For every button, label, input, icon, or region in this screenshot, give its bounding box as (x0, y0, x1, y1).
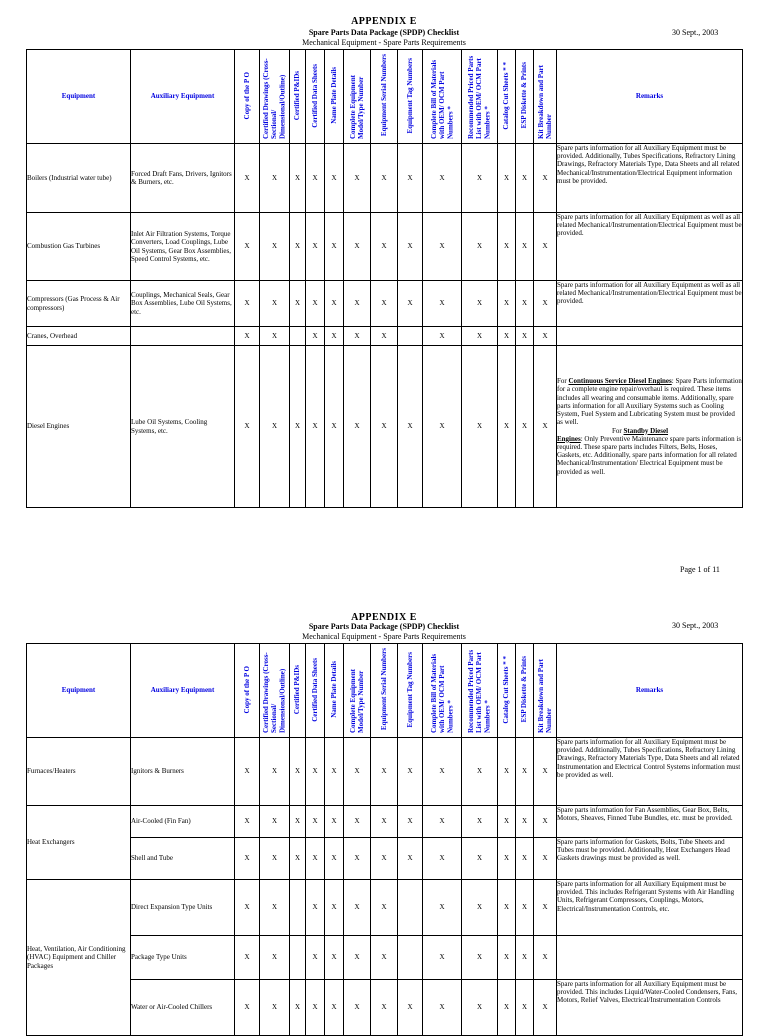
header-check (325, 50, 344, 144)
header-check (462, 50, 498, 144)
table-row (27, 936, 743, 980)
check-mark: X (462, 144, 498, 213)
check-mark: X (398, 838, 423, 880)
check-mark: X (344, 346, 371, 508)
check-mark: X (235, 281, 260, 327)
check-mark: X (371, 936, 398, 980)
check-mark: X (344, 281, 371, 327)
equipment-cell: Heat Exchangers (27, 806, 131, 880)
check-mark: X (516, 738, 534, 806)
check-mark: X (371, 806, 398, 838)
header-check (534, 50, 557, 144)
check-mark: X (235, 980, 260, 1036)
check-mark: X (325, 936, 344, 980)
auxiliary-cell: Package Type Units (131, 936, 235, 980)
check-mark: X (498, 346, 516, 508)
check-mark: X (534, 738, 557, 806)
header-check (398, 50, 423, 144)
check-mark: X (534, 980, 557, 1036)
remark-prefix: For (557, 377, 569, 386)
header-check-label: Copy of the P O (242, 71, 251, 120)
remarks-cell (557, 936, 743, 980)
check-mark: X (325, 880, 344, 936)
header-check-label: Equipment Serial Numbers (379, 648, 388, 731)
check-mark: X (325, 213, 344, 281)
header-check (260, 644, 290, 738)
check-mark: X (398, 144, 423, 213)
check-mark: X (260, 213, 290, 281)
header-check-label: Certified Drawings (Cross-Sectional/ Dimensional/Outline) (262, 58, 287, 140)
header-equipment: Equipment (27, 50, 131, 144)
check-mark: X (306, 213, 325, 281)
equipment-cell: Heat, Ventilation, Air Conditioning (HVAC) Equipment and Chiller Packages (27, 880, 131, 1036)
table-row (27, 213, 743, 281)
check-mark: X (260, 806, 290, 838)
header-check-label: ESP Diskette & Prints (520, 62, 529, 129)
remark-text: : Only Preventive Maintenance spare parts information is required. These spare parts includes Filters, Belts, Hoses, Gaskets, etc. Additionally, spare parts information for all related Mechanical/Instrumentation/ Electrical Equipment must be provided as well. (557, 434, 742, 476)
check-mark: X (462, 838, 498, 880)
check-mark: X (534, 346, 557, 508)
page2-date: 30 Sept., 2003 (672, 621, 719, 630)
check-mark: X (260, 838, 290, 880)
check-mark: X (498, 880, 516, 936)
check-mark: X (462, 936, 498, 980)
check-mark: X (398, 213, 423, 281)
check-mark: X (516, 936, 534, 980)
remark-emphasis: Engines (557, 434, 581, 443)
equipment-cell: Diesel Engines (27, 346, 131, 508)
check-mark: X (371, 281, 398, 327)
check-mark: X (344, 327, 371, 346)
header-check (423, 50, 462, 144)
check-mark: X (516, 327, 534, 346)
check-mark: X (260, 144, 290, 213)
check-mark: X (306, 936, 325, 980)
remarks-cell: Spare parts information for all Auxiliary Equipment as well as all related Mechanical/Instrumentation/Electrical Equipment must be provided. (557, 213, 743, 281)
auxiliary-cell: Air-Cooled (Fin Fan) (131, 806, 235, 838)
header-auxiliary-equipment: Auxiliary Equipment (131, 644, 235, 738)
check-mark: X (371, 346, 398, 508)
remark-emphasis: Continuous Service Diesel Engines (568, 377, 672, 386)
equipment-cell: Furnaces/Heaters (27, 738, 131, 806)
check-mark: X (534, 281, 557, 327)
check-mark: X (423, 281, 462, 327)
remark-text: : Spare Parts information for a complete engine repair/overhaul is required. These items includes all wearing and consumable items. Additionally, spare parts information for all Auxiliary Systems such as Cooling System, Fuel System and Lubricating System must be provided as well. (557, 377, 742, 427)
check-mark (398, 936, 423, 980)
check-mark: X (498, 281, 516, 327)
check-mark: X (306, 980, 325, 1036)
check-mark: X (462, 880, 498, 936)
header-check-label: ESP Diskette & Prints (520, 656, 529, 723)
check-mark: X (462, 346, 498, 508)
check-mark: X (516, 213, 534, 281)
check-mark: X (423, 346, 462, 508)
check-mark: X (423, 806, 462, 838)
header-check (423, 644, 462, 738)
header-check-label: Complete Equipment Model/Type Number (348, 669, 365, 734)
check-mark: X (260, 281, 290, 327)
table-row (27, 880, 743, 936)
check-mark: X (235, 213, 260, 281)
auxiliary-cell: Direct Expansion Type Units (131, 880, 235, 936)
header-check-label: Complete Bill of Materials with OEM/ OCM Part Numbers * (429, 654, 455, 734)
equipment-cell: Combustion Gas Turbines (27, 213, 131, 281)
check-mark: X (371, 980, 398, 1036)
check-mark: X (306, 838, 325, 880)
check-mark: X (516, 281, 534, 327)
check-mark: X (498, 806, 516, 838)
check-mark: X (260, 936, 290, 980)
header-remarks: Remarks (557, 50, 743, 144)
check-mark: X (371, 738, 398, 806)
check-mark: X (534, 806, 557, 838)
header-check (371, 644, 398, 738)
table-row (27, 281, 743, 327)
header-check (516, 644, 534, 738)
check-mark: X (516, 838, 534, 880)
checklist-table-page1 (26, 49, 743, 508)
check-mark (398, 327, 423, 346)
check-mark: X (462, 327, 498, 346)
check-mark: X (423, 980, 462, 1036)
check-mark: X (344, 738, 371, 806)
table-row (27, 327, 743, 346)
header-check-label: Catalog Cut Sheets * * (502, 61, 511, 130)
check-mark: X (398, 281, 423, 327)
header-check-label: Certified Data Sheets (310, 657, 319, 722)
remarks-cell: Spare parts information for all Auxiliary Equipment must be provided. Additionally, Tubes Specifications, Refractory Lining Drawings, Refractory Materials Type, Data Sheets and all related Instrumentation and Electrical Control Systems information must be provided as well. (557, 738, 743, 806)
remarks-cell: Spare parts information for all Auxiliary Equipment must be provided. This includes Refrigerant Systems with Air Handling Units, Refrigerant Compressors, Couplings, Motors, Electrical/Instrumentation Controls, etc. (557, 880, 743, 936)
check-mark: X (260, 346, 290, 508)
check-mark: X (290, 806, 306, 838)
check-mark (398, 880, 423, 936)
check-mark: X (498, 213, 516, 281)
header-check (344, 50, 371, 144)
check-mark: X (325, 144, 344, 213)
check-mark: X (344, 980, 371, 1036)
check-mark: X (516, 346, 534, 508)
check-mark (290, 880, 306, 936)
table-row (27, 346, 743, 508)
check-mark: X (306, 880, 325, 936)
table-row (27, 806, 743, 838)
equipment-cell: Boilers (Industrial water tube) (27, 144, 131, 213)
remarks-cell: Spare parts information for all Auxiliary Equipment must be provided. This includes Liquid/Water-Cooled Condensers, Fans, Motors, Relief Valves, Electrical/Instrumentation Controls (557, 980, 743, 1036)
check-mark: X (462, 213, 498, 281)
auxiliary-cell: Water or Air-Cooled Chillers (131, 980, 235, 1036)
auxiliary-cell (131, 327, 235, 346)
header-check (371, 50, 398, 144)
check-mark: X (516, 880, 534, 936)
check-mark: X (235, 806, 260, 838)
check-mark: X (325, 806, 344, 838)
check-mark: X (423, 738, 462, 806)
check-mark: X (325, 838, 344, 880)
check-mark: X (235, 936, 260, 980)
check-mark: X (306, 346, 325, 508)
header-check (235, 50, 260, 144)
check-mark: X (344, 806, 371, 838)
check-mark: X (398, 980, 423, 1036)
header-check (306, 644, 325, 738)
check-mark: X (516, 980, 534, 1036)
checklist-table-page2 (26, 643, 743, 1036)
check-mark: X (534, 213, 557, 281)
header-check-label: Recommended Priced Parts List with OEM/ OCM Part Numbers * (467, 650, 492, 734)
auxiliary-cell: Shell and Tube (131, 838, 235, 880)
table-row (27, 738, 743, 806)
header-check-label: Equipment Serial Numbers (379, 54, 388, 137)
header-equipment: Equipment (27, 644, 131, 738)
page1-date: 30 Sept., 2003 (672, 28, 719, 37)
check-mark: X (462, 980, 498, 1036)
header-check (516, 50, 534, 144)
check-mark: X (423, 213, 462, 281)
check-mark: X (235, 144, 260, 213)
header-check (498, 50, 516, 144)
check-mark: X (423, 880, 462, 936)
auxiliary-cell: Lube Oil Systems, Cooling Systems, etc. (131, 346, 235, 508)
check-mark: X (371, 838, 398, 880)
check-mark: X (516, 806, 534, 838)
header-check (534, 644, 557, 738)
header-check-label: Certified Data Sheets (310, 63, 319, 128)
header-check-label: Complete Bill of Materials with OEM/ OCM Part Numbers * (429, 60, 455, 140)
header-check-label: Copy of the P O (242, 665, 251, 714)
equipment-cell: Cranes, Overhead (27, 327, 131, 346)
header-check-label: Recommended Priced Parts List with OEM/ OCM Part Numbers * (467, 56, 492, 140)
header-auxiliary-equipment: Auxiliary Equipment (131, 50, 235, 144)
header-check (290, 50, 306, 144)
remarks-cell: Spare parts information for all Auxiliary Equipment as well as all related Mechanical/Instrumentation/Electrical Equipment must be provided. (557, 281, 743, 327)
check-mark: X (398, 806, 423, 838)
header-check (306, 50, 325, 144)
check-mark: X (344, 880, 371, 936)
header-check-label: Equipment Tag Numbers (405, 651, 414, 728)
check-mark: X (344, 838, 371, 880)
header-check-label: Complete Equipment Model/Type Number (348, 75, 365, 140)
check-mark: X (516, 144, 534, 213)
page-number: Page 1 of 11 (680, 565, 720, 574)
check-mark: X (325, 738, 344, 806)
check-mark: X (462, 738, 498, 806)
header-check (462, 644, 498, 738)
check-mark: X (290, 144, 306, 213)
check-mark: X (325, 327, 344, 346)
remarks-cell (557, 327, 743, 346)
header-check-label: Name Plate Details (329, 67, 338, 124)
check-mark: X (290, 980, 306, 1036)
check-mark: X (290, 838, 306, 880)
check-mark: X (306, 281, 325, 327)
check-mark: X (325, 346, 344, 508)
check-mark: X (423, 838, 462, 880)
check-mark: X (260, 738, 290, 806)
check-mark: X (498, 980, 516, 1036)
header-check-label: Kit Breakdown and Part Number (536, 65, 553, 140)
header-remarks: Remarks (557, 644, 743, 738)
check-mark: X (344, 213, 371, 281)
equipment-cell: Compressors (Gas Process & Air compressors) (27, 281, 131, 327)
check-mark: X (235, 327, 260, 346)
page1-title: APPENDIX E (351, 16, 417, 27)
check-mark: X (534, 144, 557, 213)
check-mark: X (498, 838, 516, 880)
header-check-label: Certified P&IDs (293, 70, 302, 120)
check-mark: X (306, 144, 325, 213)
header-check (235, 644, 260, 738)
header-check-label: Kit Breakdown and Part Number (536, 659, 553, 734)
header-check-label: Certified P&IDs (293, 664, 302, 714)
header-check-label: Name Plate Details (329, 661, 338, 718)
check-mark: X (498, 738, 516, 806)
page2-title: APPENDIX E (351, 612, 417, 623)
page2-description: Mechanical Equipment - Spare Parts Requirements (302, 632, 466, 641)
check-mark: X (325, 281, 344, 327)
check-mark: X (344, 144, 371, 213)
header-check (398, 644, 423, 738)
check-mark: X (498, 144, 516, 213)
check-mark: X (306, 738, 325, 806)
page1-description: Mechanical Equipment - Spare Parts Requirements (302, 38, 466, 47)
check-mark: X (423, 936, 462, 980)
check-mark: X (290, 213, 306, 281)
header-check (290, 644, 306, 738)
check-mark: X (235, 838, 260, 880)
check-mark: X (534, 936, 557, 980)
check-mark: X (398, 346, 423, 508)
check-mark: X (290, 346, 306, 508)
auxiliary-cell: Forced Draft Fans, Drivers, Ignitors & Burners, etc. (131, 144, 235, 213)
check-mark (290, 936, 306, 980)
page1-subtitle: Spare Parts Data Package (SPDP) Checklist (308, 28, 460, 37)
remarks-cell (557, 346, 743, 508)
remarks-cell: Spare parts information for all Auxiliary Equipment must be provided. Additionally, Tubes Specifications, Refractory Lining Drawings, Refractory Materials Type, Data Sheets and all related Mechanical/Instrumentation/Electrical Equipment information must be provided. (557, 144, 743, 213)
check-mark (290, 327, 306, 346)
check-mark: X (344, 936, 371, 980)
check-mark: X (498, 327, 516, 346)
remark-emphasis: Standby Diesel (623, 426, 669, 435)
check-mark: X (371, 213, 398, 281)
header-check (260, 50, 290, 144)
check-mark: X (423, 144, 462, 213)
check-mark: X (290, 738, 306, 806)
table-row (27, 144, 743, 213)
header-check-label: Catalog Cut Sheets * * (502, 655, 511, 724)
check-mark: X (371, 144, 398, 213)
check-mark: X (371, 327, 398, 346)
check-mark: X (235, 738, 260, 806)
remarks-cell: Spare parts information for Fan Assemblies, Gear Box, Belts, Motors, Sheaves, Finned Tube Bundles, etc. must be provided. (557, 806, 743, 838)
check-mark: X (462, 806, 498, 838)
check-mark: X (398, 738, 423, 806)
check-mark: X (306, 806, 325, 838)
header-check (325, 644, 344, 738)
check-mark: X (235, 880, 260, 936)
check-mark: X (325, 980, 344, 1036)
table-row (27, 980, 743, 1036)
header-check-label: Equipment Tag Numbers (405, 57, 414, 134)
check-mark: X (498, 936, 516, 980)
check-mark: X (235, 346, 260, 508)
header-check (344, 644, 371, 738)
header-check-label: Certified Drawings (Cross-Sectional/ Dimensional/Outline) (262, 652, 287, 734)
table-row (27, 838, 743, 880)
check-mark: X (534, 838, 557, 880)
remark-prefix: For (612, 426, 624, 435)
auxiliary-cell: Couplings, Mechanical Seals, Gear Box Assemblies, Lube Oil Systems, etc. (131, 281, 235, 327)
check-mark: X (371, 880, 398, 936)
auxiliary-cell: Ignitors & Burners (131, 738, 235, 806)
remarks-cell: Spare parts information for Gaskets, Bolts, Tube Sheets and Tubes must be provided. Additionally, Heat Exchangers Head Gaskets drawings must be provided as well. (557, 838, 743, 880)
check-mark: X (462, 281, 498, 327)
check-mark: X (260, 327, 290, 346)
check-mark: X (290, 281, 306, 327)
check-mark: X (423, 327, 462, 346)
check-mark: X (260, 880, 290, 936)
check-mark: X (534, 880, 557, 936)
check-mark: X (534, 327, 557, 346)
auxiliary-cell: Inlet Air Filtration Systems, Torque Converters, Load Couplings, Lube Oil Systems, Gear Box Assemblies, Speed Control Systems, etc. (131, 213, 235, 281)
check-mark: X (306, 327, 325, 346)
page2-subtitle: Spare Parts Data Package (SPDP) Checklist (308, 622, 460, 631)
header-check (498, 644, 516, 738)
check-mark: X (260, 980, 290, 1036)
